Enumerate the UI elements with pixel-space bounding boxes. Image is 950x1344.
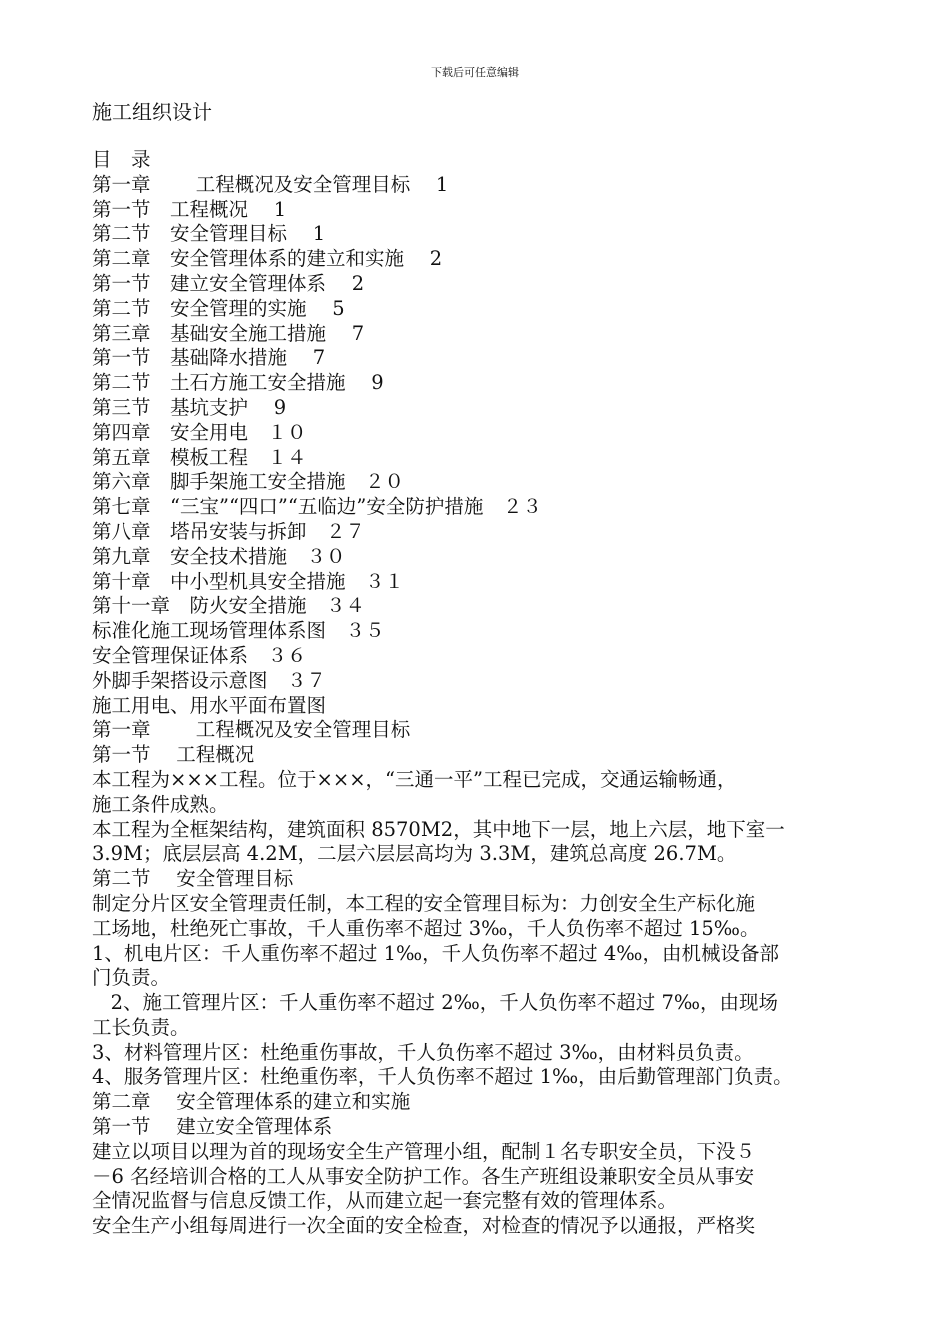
text-line: 本工程为全框架结构，建筑面积 8570M2，其中地下一层，地上六层，地下室一 [92, 817, 785, 841]
document-body [92, 148, 872, 1239]
text-line: －6 名经培训合格的工人从事安全防护工作。各生产班组设兼职安全员从事安 [92, 1164, 755, 1188]
text-line: 安全生产小组每周进行一次全面的安全检查，对检查的情况予以通报，严格奖 [92, 1214, 756, 1238]
text-line: 工长负责。 [92, 1015, 190, 1039]
text-line: 第七章 “三宝”“四口”“五临边”安全防护措施 ２３ [92, 495, 542, 519]
text-line: 第十一章 防火安全措施 ３４ [92, 594, 366, 618]
text-line: 目 录 [92, 148, 151, 171]
text-line: 第二节 安全管理目标 1 [92, 222, 326, 246]
text-line: 2、施工管理片区：千人重伤率不超过 2‰，千人负伤率不超过 7‰，由现场 [92, 991, 779, 1015]
text-line: 第一章 工程概况及安全管理目标 1 [92, 172, 449, 196]
text-line: 第一节 建立安全管理体系 2 [92, 271, 365, 295]
text-line: 安全管理保证体系 ３６ [92, 643, 307, 667]
text-line: 第六章 脚手架施工安全措施 ２０ [92, 470, 405, 494]
text-line: 第十章 中小型机具安全措施 ３１ [92, 569, 405, 593]
text-line: 第五章 模板工程 １４ [92, 445, 307, 469]
text-line: 施工条件成熟。 [92, 792, 229, 816]
text-line: 3、材料管理片区：杜绝重伤事故，千人负伤率不超过 3‰，由材料员负责。 [92, 1040, 754, 1064]
text-line: 第四章 安全用电 １０ [92, 420, 307, 444]
text-line: 第八章 塔吊安装与拆卸 ２７ [92, 519, 366, 543]
document-title: 施工组织设计 [92, 100, 212, 124]
text-line: 制定分片区安全管理责任制，本工程的安全管理目标为：力创安全生产标化施 [92, 891, 756, 915]
text-line: 第二节 土石方施工安全措施 9 [92, 371, 384, 395]
text-line: 4、服务管理片区：杜绝重伤率，千人负伤率不超过 1‰，由后勤管理部门负责。 [92, 1065, 793, 1089]
text-line: 第三章 基础安全施工措施 7 [92, 321, 365, 345]
text-line: 第二节 安全管理的实施 5 [92, 296, 345, 320]
text-line: 门负责。 [92, 966, 171, 990]
text-line: 第二章 安全管理体系的建立和实施 [92, 1090, 411, 1114]
text-line: 第一节 基础降水措施 7 [92, 346, 326, 370]
text-line: 第一节 建立安全管理体系 [92, 1115, 333, 1139]
text-line: 全情况监督与信息反馈工作，从而建立起一套完整有效的管理体系。 [92, 1189, 678, 1213]
text-line: 建立以项目以理为首的现场安全生产管理小组，配制１名专职安全员，下没５ [92, 1139, 756, 1163]
text-line: 标准化施工现场管理体系图 ３５ [92, 619, 385, 643]
text-line: 第一节 工程概况 [92, 743, 255, 767]
text-line: 第二章 安全管理体系的建立和实施 2 [92, 247, 443, 271]
text-line: 工场地，杜绝死亡事故，千人重伤率不超过 3‰，千人负伤率不超过 15‰。 [92, 916, 760, 940]
text-line: 施工用电、用水平面布置图 [92, 693, 327, 717]
text-line: 外脚手架搭设示意图 ３７ [92, 668, 327, 692]
text-line: 第三节 基坑支护 9 [92, 395, 287, 419]
text-line: 第一节 工程概况 1 [92, 197, 287, 221]
text-line: 第一章 工程概况及安全管理目标 [92, 718, 411, 742]
text-line: 第九章 安全技术措施 ３０ [92, 544, 346, 568]
header-note: 下载后可任意编辑 [431, 66, 519, 79]
text-line: 第二节 安全管理目标 [92, 867, 294, 891]
text-line: 本工程为×××工程。位于×××，“三通一平”工程已完成，交通运输畅通， [92, 767, 737, 791]
text-line: 1、机电片区：千人重伤率不超过 1‰，千人负伤率不超过 4‰，由机械设备部 [92, 941, 779, 965]
text-line: 3.9M；底层层高 4.2M，二层六层层高均为 3.3M，建筑总高度 26.7M。 [92, 842, 737, 866]
